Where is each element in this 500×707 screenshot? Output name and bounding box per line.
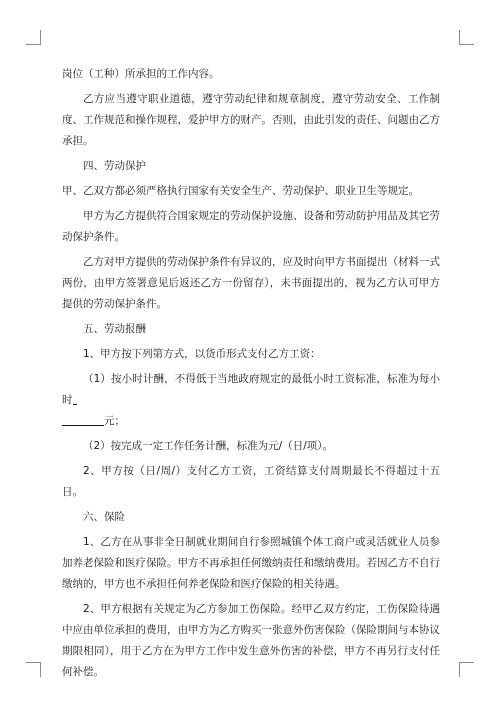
fill-in-blank-start bbox=[73, 392, 77, 405]
section-heading-insurance: 六、保险 bbox=[83, 511, 125, 523]
paragraph-payment-method: 1、甲方按下列第方式，以货币形式支付乙方工资： bbox=[83, 348, 321, 360]
section-heading-labor-protection: 四、劳动保护 bbox=[83, 160, 146, 172]
hourly-pay-text: （1）按小时计酬，不得低于当地政府规定的最低小时工资标准，标准为每小时 bbox=[62, 373, 440, 406]
paragraph-safety-regulations: 甲、乙双方都必须严格执行国家有关安全生产、劳动保护、职业卫生等规定。 bbox=[62, 185, 419, 197]
section-heading-remuneration: 五、劳动报酬 bbox=[83, 323, 146, 335]
paragraph-task-pay: （2）按完成一定工作任务计酬，标准为元/（日/项）。 bbox=[83, 440, 334, 452]
paragraph-pension-medical: 1、乙方在从事非全日制就业期间自行参照城镇个体工商户或灵活就业人员参加养老保险和医疗保险。甲方不再承担任何缴纳责任和缴纳费用。若因乙方不自行缴纳的，甲方也不承担任何养老保险和医疗保险的相关待遇。 bbox=[62, 536, 440, 590]
paragraph-protection-objection: 乙方对甲方提供的劳动保护条件有异议的，应及时向甲方书面提出（材料一式两份，由甲方签署意见后返还乙方一份留存），未书面提出的，视为乙方认可甲方提供的劳动保护条件。 bbox=[62, 256, 440, 310]
document-body bbox=[62, 64, 440, 687]
paragraph-hourly-pay bbox=[62, 369, 440, 411]
paragraph-work-injury: 2、甲方根据有关规定为乙方参加工伤保险。经甲乙双方约定，工伤保险待遇中应由单位承担的费用，由甲方为乙方购买一张意外伤害保险（保险期间与本协议期限相同），用于乙方在为甲方工作中发生意外伤害的补偿，甲方不再另行支付任何补偿。 bbox=[62, 603, 440, 678]
crop-mark-bottom-left bbox=[26, 662, 41, 677]
hourly-pay-unit: 元； bbox=[104, 415, 125, 427]
paragraph-employee-obligations: 乙方应当遵守职业道德，遵守劳动纪律和规章制度，遵守劳动安全、工作制度、工作规范和操作规程，爱护甲方的财产。否则，由此引发的责任、问题由乙方承担。 bbox=[62, 93, 440, 147]
paragraph-job-content: 岗位（工种）所承担的工作内容。 bbox=[62, 68, 220, 80]
paragraph-protection-facilities: 甲方为乙方提供符合国家规定的劳动保护设施、设备和劳动防护用品及其它劳动保护条件。 bbox=[62, 210, 440, 243]
fill-in-blank-hourly-rate bbox=[62, 413, 104, 426]
paragraph-pay-cycle: 2、甲方按（日/周/）支付乙方工资，工资结算支付周期最长不得超过十五日。 bbox=[62, 465, 440, 498]
paragraph-hourly-pay-continued bbox=[62, 411, 440, 432]
crop-mark-top-left bbox=[26, 30, 41, 45]
crop-mark-bottom-right bbox=[459, 662, 474, 677]
crop-mark-top-right bbox=[459, 30, 474, 45]
